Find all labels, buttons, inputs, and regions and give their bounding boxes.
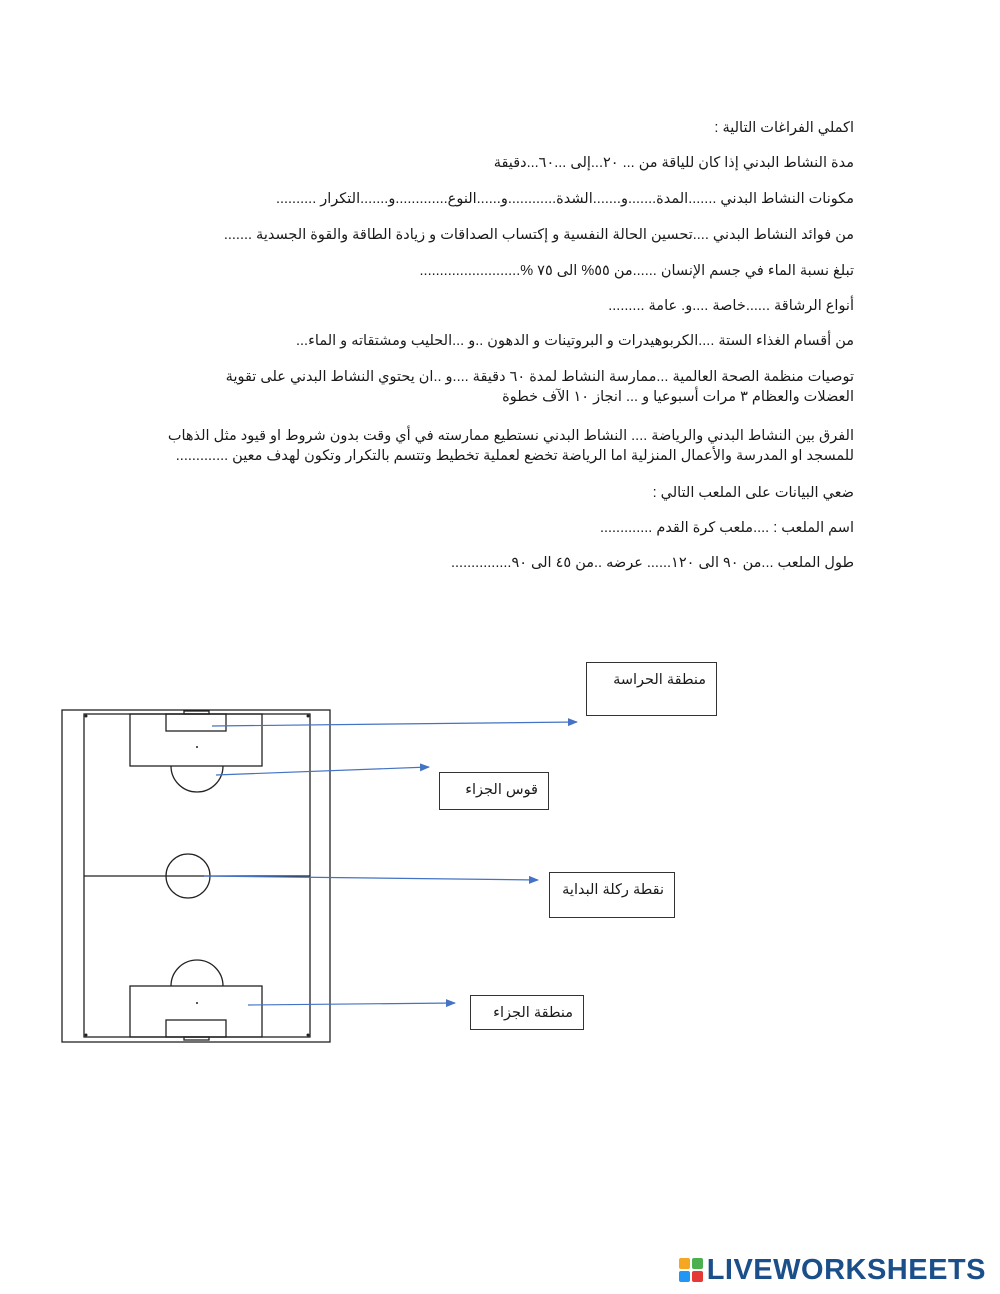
label-penalty-arc-text: قوس الجزاء — [465, 782, 538, 798]
label-penalty-area-text: منطقة الجزاء — [493, 1005, 573, 1021]
arrow-goal-area — [212, 722, 577, 726]
worksheet-line-7: توصيات منظمة الصحة العالمية ...ممارسة النشاط لمدة ٦٠ دقيقة ....و ..ان يحتوي النشاط البدني على تقوية العضلات والعظام ٣ مرات أسبوعيا و ... انجاز ١٠ الآف خطوة — [225, 369, 854, 405]
arrow-penalty-arc — [216, 767, 429, 775]
bottom-penalty-area — [130, 986, 262, 1037]
label-goal-area[interactable] — [586, 662, 717, 716]
label-penalty-area[interactable] — [470, 995, 584, 1030]
top-goal — [184, 711, 209, 714]
label-goal-area-text: منطقة الحراسة — [613, 672, 706, 688]
field-markings — [62, 710, 330, 1042]
arrow-penalty-area — [248, 1003, 455, 1005]
top-penalty-arc — [171, 766, 223, 792]
worksheet-heading: اكملي الفراغات التالية : — [714, 120, 854, 136]
worksheet-line-10: اسم الملعب : ....ملعب كرة القدم ............. — [599, 520, 854, 536]
liveworksheets-logo — [679, 1254, 986, 1286]
bottom-goal-area — [166, 1020, 226, 1037]
label-kickoff-point-text: نقطة ركلة البداية — [562, 882, 664, 898]
top-penalty-spot — [196, 746, 198, 748]
top-goal-area — [166, 714, 226, 731]
brand-name: LIVEWORKSHEETS — [706, 1253, 986, 1286]
worksheet-line-9: ضعي البيانات على الملعب التالي : — [652, 485, 854, 501]
arrow-kickoff-point — [204, 876, 538, 880]
worksheet-line-1: مدة النشاط البدني إذا كان للياقة من ... ٢٠...إلى ...٦٠...دقيقة — [493, 155, 854, 171]
bottom-goal — [184, 1037, 209, 1040]
worksheet-line-6: من أقسام الغذاء الستة ....الكربوهيدرات و البروتينات و الدهون ..و ...الحليب ومشتقاته و الماء... — [296, 333, 854, 349]
label-kickoff-point[interactable] — [549, 872, 675, 918]
bottom-penalty-spot — [196, 1002, 198, 1004]
worksheet-line-4: تبلغ نسبة الماء في جسم الإنسان ......من ٥٥% الى ٧٥ %......................... — [419, 263, 854, 279]
worksheet-line-2: مكونات النشاط البدني .......المدة.......و.......الشدة............و......النوع.............و.......التكرار .......... — [275, 191, 854, 207]
label-penalty-arc[interactable] — [439, 772, 549, 810]
liveworksheets-logo-icon — [679, 1258, 703, 1282]
worksheet-line-8: الفرق بين النشاط البدني والرياضة .... النشاط البدني نستطيع ممارسته في أي وقت بدون شروط او قيود مثل الذهاب للمسجد او المدرسة والأعمال المنزلية اما الرياضة تخضع لعملية تخطيط وتتسم بالتكرار وتكون لهدف معين ............. — [167, 428, 854, 464]
worksheet-line-11: طول الملعب ...من ٩٠ الى ١٢٠...... عرضه ..من ٤٥ الى ٩٠............... — [451, 555, 854, 571]
worksheet-line-3: من فوائد النشاط البدني ....تحسين الحالة النفسية و إكتساب الصداقات و زيادة الطاقة والقوة الجسدية ....... — [223, 227, 854, 243]
bottom-penalty-arc — [171, 960, 223, 986]
pointer-arrows — [204, 722, 577, 1005]
worksheet-line-5: أنواع الرشاقة ......خاصة ....و. عامة ......... — [608, 298, 854, 314]
top-penalty-area — [130, 714, 262, 766]
